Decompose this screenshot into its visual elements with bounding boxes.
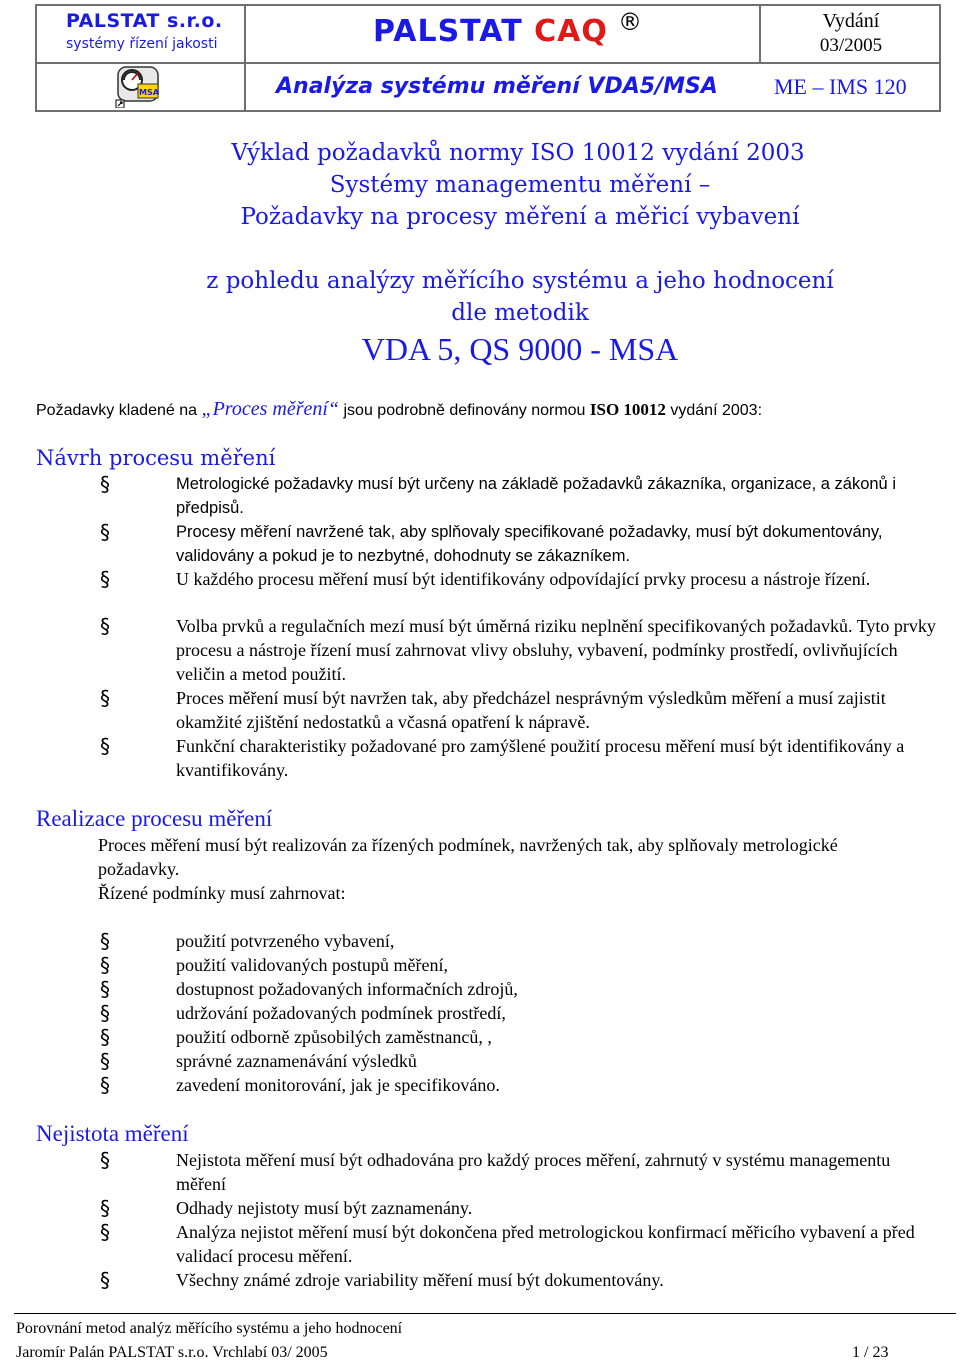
bullet-icon: § <box>100 1073 110 1097</box>
title-line-6: VDA 5, QS 9000 - MSA <box>361 331 679 367</box>
realization-conditions-intro: Řízené podmínky musí zahrnovat: <box>98 883 346 903</box>
bullet-icon: § <box>100 1196 110 1220</box>
title-line-5: dle metodik <box>451 300 589 326</box>
section-heading-design: Návrh procesu měření <box>36 446 276 470</box>
registered-mark: ® <box>618 8 642 36</box>
list-item: použití odborně způsobilých zaměstnanců, , <box>176 1027 492 1047</box>
realization-paragraph: Proces měření musí být realizován za řízených podmínek, navržených tak, aby splňovaly metrologické požadavky. <box>98 835 838 879</box>
bullet-icon: § <box>100 1049 110 1073</box>
bullet-icon: § <box>100 929 110 953</box>
section-heading-realization: Realizace procesu měření <box>36 806 273 831</box>
svg-text:MSA: MSA <box>139 88 159 97</box>
company-name: PALSTAT s.r.o. <box>66 10 223 32</box>
process-term: Proces měření <box>212 398 328 420</box>
bullet-icon: § <box>100 1001 110 1025</box>
issue-value: 03/2005 <box>819 35 883 56</box>
list-item: použití validovaných postupů měření, <box>176 955 448 975</box>
list-item: zavedení monitorování, jak je specifikováno. <box>176 1075 500 1095</box>
title-line-1: Výklad požadavků normy ISO 10012 vydání 2003 <box>231 140 805 166</box>
intro-text: Požadavky kladené na „Proces měření“ jsou podrobně definovány normou ISO 10012 vydání 2003: <box>36 398 763 420</box>
product-name <box>373 14 608 49</box>
bullet-icon: § <box>100 734 110 758</box>
title-line-3: Požadavky na procesy měření a měřicí vybavení <box>240 204 800 230</box>
footer-title: Porovnání metod analýz měřícího systému a jeho hodnocení <box>16 1320 403 1337</box>
section-heading-uncertainty: Nejistota měření <box>36 1121 189 1146</box>
list-item: udržování požadovaných podmínek prostředí, <box>176 1003 506 1023</box>
list-item: Proces měření musí být navržen tak, aby předcházel nesprávným výsledkům měření a musí zajistit okamžité zjištění nedostatků a včasná opatření k nápravě. <box>176 688 886 732</box>
document-id: ME – IMS 120 <box>774 74 907 99</box>
list-item: Procesy měření navržené tak, aby splňovaly specifikované požadavky, musí být dokumentovány, validovány a pokud je to nezbytné, dohodnuty se zákazníkem. <box>176 523 883 565</box>
list-item: Funkční charakteristiky požadované pro zamýšlené použití procesu měření musí být identifikovány a kvantifikovány. <box>176 736 905 780</box>
list-item: Všechny známé zdroje variability měření musí být dokumentovány. <box>176 1270 664 1290</box>
page-number: 1 / 23 <box>852 1344 889 1361</box>
bullet-icon: § <box>100 567 110 591</box>
bullet-icon: § <box>100 686 110 710</box>
bullet-icon: § <box>100 1148 110 1172</box>
bullet-icon: § <box>100 953 110 977</box>
list-item: dostupnost požadovaných informačních zdrojů, <box>176 979 518 999</box>
list-item: U každého procesu měření musí být identifikovány odpovídající prvky procesu a nástroje řízení. <box>176 569 871 589</box>
header-divider <box>244 4 246 112</box>
document-subtitle: Analýza systému měření VDA5/MSA <box>276 74 718 99</box>
bullet-icon: § <box>100 472 110 496</box>
bullet-icon: § <box>100 977 110 1001</box>
bullet-icon: § <box>100 1220 110 1244</box>
bullet-icon: § <box>100 1025 110 1049</box>
header-divider <box>35 62 941 64</box>
list-item: Analýza nejistot měření musí být dokončena před metrologickou konfirmací měřicího vybavení a před validací procesu měření. <box>176 1222 915 1266</box>
bullet-icon: § <box>100 614 110 638</box>
title-line-2: Systémy managementu měření – <box>329 172 711 198</box>
list-item: Metrologické požadavky musí být určeny na základě požadavků zákazníka, organizace, a zákonů i předpisů. <box>176 475 896 517</box>
issue-label: Vydání <box>822 10 880 32</box>
company-tagline: systémy řízení jakosti <box>66 36 218 52</box>
list-item: použití potvrzeného vybavení, <box>176 931 395 951</box>
title-line-4: z pohledu analýzy měřícího systému a jeho hodnocení <box>206 268 834 294</box>
list-item: správné zaznamenávání výsledků <box>176 1051 417 1071</box>
list-item: Nejistota měření musí být odhadována pro každý proces měření, zahrnutý v systému managementu měření <box>176 1150 891 1194</box>
bullet-icon: § <box>100 520 110 544</box>
msa-logo-icon <box>112 64 164 108</box>
list-item: Volba prvků a regulačních mezí musí být úměrná riziku neplnění specifikovaných požadavků. Tyto prvky procesu a nástroje řízení musí zahrnovat vlivy obsluhy, vybavení, podmínky prostředí, ovlivňujících veličin a metod použití. <box>176 616 936 684</box>
footer-author: Jaromír Palán PALSTAT s.r.o. Vrchlabí 03/ 2005 <box>16 1344 328 1361</box>
footer-divider <box>14 1313 956 1314</box>
product-name-main: PALSTAT <box>373 14 535 49</box>
bullet-icon: § <box>100 1268 110 1292</box>
list-item: Odhady nejistoty musí být zaznamenány. <box>176 1198 473 1218</box>
product-name-accent: CAQ <box>534 14 608 49</box>
